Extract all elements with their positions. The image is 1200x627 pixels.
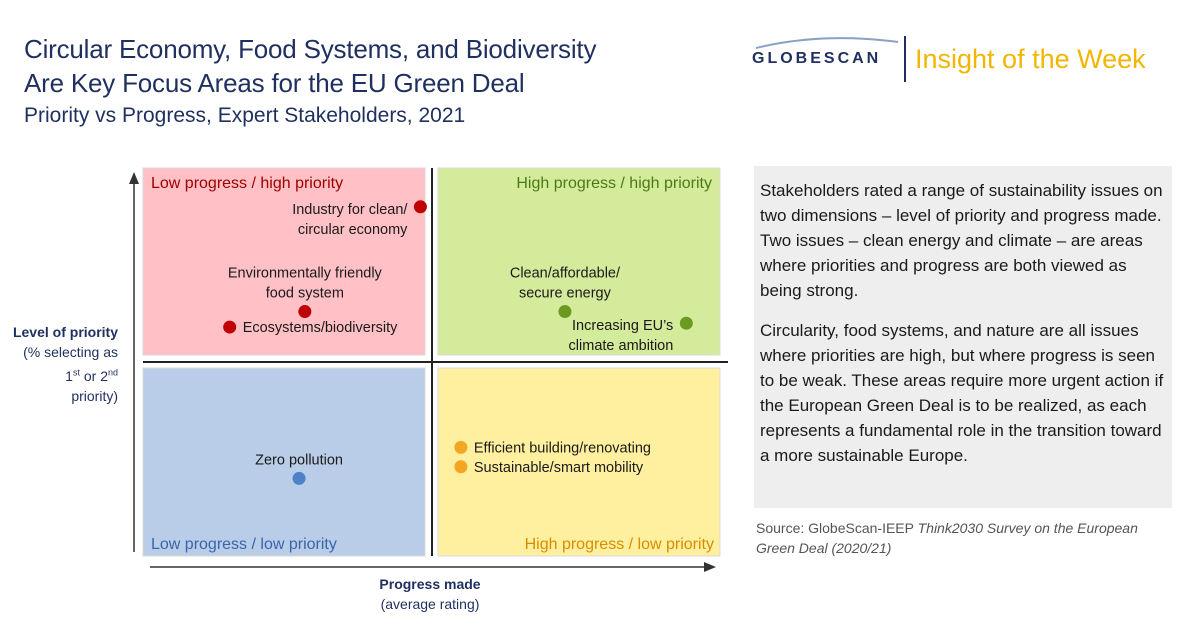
x-axis-title [330,574,530,614]
data-label-1-1: food system [265,285,344,302]
y-axis-title-line4: priority) [71,387,118,404]
insight-of-the-week: Insight of the Week [915,44,1146,74]
data-label-5-0: Zero pollution [255,452,343,469]
data-label-3-0: Clean/affordable/ [509,265,621,282]
data-label-3-1: secure energy [518,285,611,302]
y-axis-title-line3: 1st or 2nd [65,367,118,384]
logo-divider [904,36,906,82]
data-label-1-0: Environmentally friendly [227,265,382,282]
data-label-2-0: Ecosystems/biodiversity [242,320,398,337]
data-label-4-0: Increasing EU’s [572,318,674,335]
quadrant-label-high-low: High progress / low priority [524,536,714,553]
quadrant-label-low-high: Low progress / high priority [151,175,344,192]
data-point-4 [680,317,693,330]
data-point-0 [414,200,427,213]
logo-wordmark: GLOBESCAN [752,50,882,67]
data-point-7 [454,460,467,473]
x-axis-arrow [704,562,716,572]
data-label-7-0: Sustainable/smart mobility [473,459,644,476]
page-subtitle: Priority vs Progress, Expert Stakeholders, 2021 [24,104,466,127]
y-axis-title-main: Level of priority [12,324,118,340]
quadrant-label-high-high: High progress / high priority [516,175,712,192]
commentary-paragraph-1: Stakeholders rated a range of sustainability issues on two dimensions – level of priority and progress made. Two issues – clean energy and climate – are areas where priorities and progress are both viewed as being strong. [760,181,1163,300]
globescan-logo [752,36,1192,84]
data-label-0-1: circular economy [297,221,408,238]
commentary-box [754,166,1172,508]
data-label-0-0: Industry for clean/ [292,201,408,218]
data-point-2 [223,321,236,334]
data-point-3 [558,305,571,318]
title-line-2: Are Key Focus Areas for the EU Green Deal [24,68,525,98]
x-axis-title-sub: (average rating) [380,596,480,612]
x-axis-title-main: Progress made [379,576,481,592]
data-point-1 [298,305,311,318]
y-axis-arrow [129,172,139,184]
logo-swoosh-icon [752,36,902,50]
commentary-paragraph-2: Circularity, food systems, and nature are all issues where priorities are high, but where progress is seen to be weak. These areas require more urgent action if the European Green Deal is to be realized, as each represents a fundamental role in the transition toward a more sustainable Europe. [760,321,1164,465]
quadrant-label-low-low: Low progress / low priority [151,536,337,553]
data-point-6 [454,441,467,454]
source-title: Think2030 Survey on the European Green Deal (2020/21) [756,520,1138,556]
y-axis-title [8,322,118,406]
y-axis-title-line2: (% selecting as [23,344,118,360]
data-label-6-0: Efficient building/renovating [473,440,651,457]
title-line-1: Circular Economy, Food Systems, and Biodiversity [24,34,597,64]
source-note [756,518,1176,558]
data-label-4-1: climate ambition [568,338,674,355]
data-point-5 [293,472,306,485]
source-prefix: Source: GlobeScan-IEEP [756,520,918,536]
